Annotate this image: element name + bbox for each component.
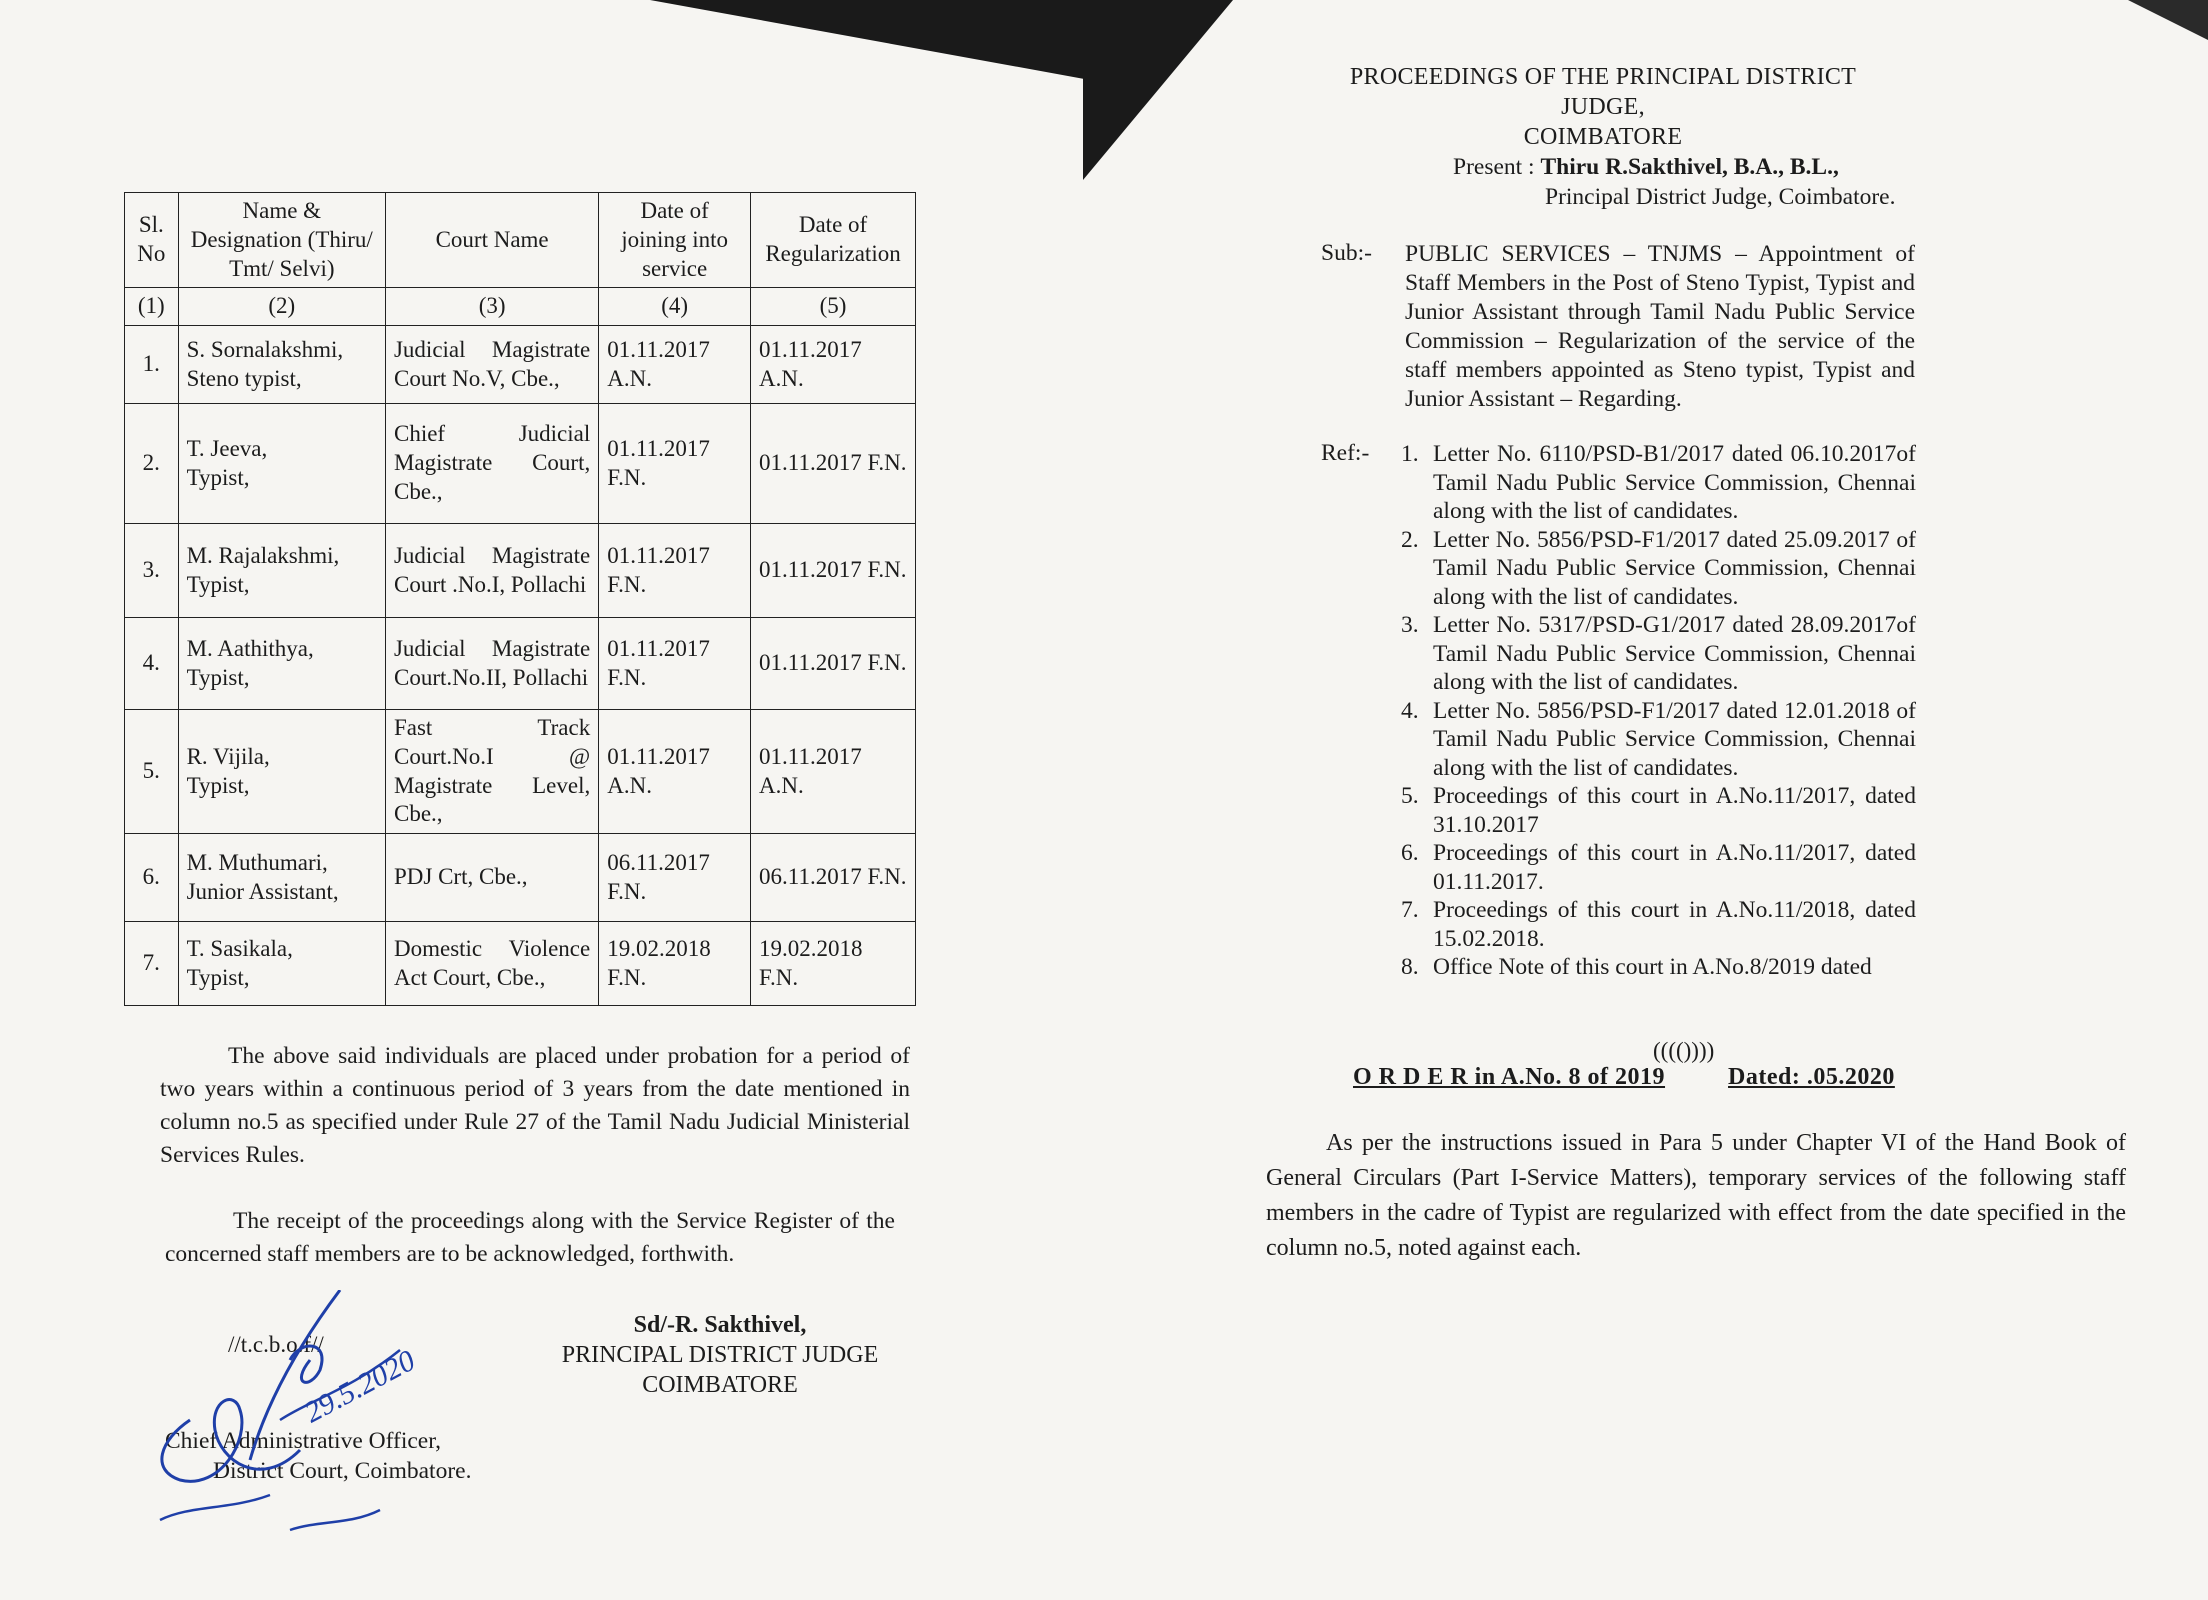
cell-joining: 01.11.2017 F.N. (599, 524, 751, 618)
handwritten-date: 29.5.2020 (299, 1343, 421, 1430)
list-item: 8. Office Note of this court in A.No.8/2019 dated (1401, 954, 1872, 980)
document-page-right (1083, 0, 2208, 1600)
present-name: Thiru R.Sakthivel, B.A., B.L., (1540, 154, 1839, 180)
cell-regularization: 01.11.2017 F.N. (751, 618, 916, 710)
present-label: Present : (1453, 154, 1535, 180)
present-designation: Principal District Judge, Coimbatore. (1545, 184, 1896, 210)
list-item: 4. Letter No. 5856/PSD-F1/2017 dated 12.01.2018 of Tamil Nadu Public Service Commission, Chennai along with the list of candidates. (1401, 697, 1916, 781)
staff-designation: Typist, (186, 772, 250, 798)
staff-name: M. Muthumari, (186, 849, 328, 875)
handwritten-signature (140, 1290, 440, 1550)
list-item: 6. Proceedings of this court in A.No.11/2017, dated 01.11.2017. (1401, 840, 1916, 895)
list-item: 7. Proceedings of this court in A.No.11/2018, dated 15.02.2018. (1401, 897, 1916, 952)
staff-regularization-table (124, 192, 916, 1006)
header-court-name: Court Name (385, 193, 598, 288)
order-date: Dated: .05.2020 (1728, 1064, 1895, 1090)
cell-joining: 01.11.2017 F.N. (599, 618, 751, 710)
cell-name (178, 922, 385, 1006)
present-block (1453, 152, 1895, 212)
column-number: (3) (385, 288, 598, 326)
cell-sl: 4. (125, 618, 179, 710)
title-line-1: PROCEEDINGS OF THE PRINCIPAL DISTRICT JUDGE, (1349, 64, 1857, 120)
cell-court: Judicial Magistrate Court No.V, Cbe., (385, 326, 598, 404)
page-corner-shadow (2128, 0, 2208, 40)
header-date-joining: Date of joining into service (599, 193, 751, 288)
subject-label: Sub:- (1321, 240, 1372, 266)
table-header-row (125, 193, 916, 288)
attestation-office: District Court, Coimbatore. (213, 1458, 472, 1484)
staff-designation: Junior Assistant, (186, 878, 339, 904)
header-name-designation: Name & Designation (Thiru/ Tmt/ Selvi) (178, 193, 385, 288)
cell-sl: 2. (125, 404, 179, 524)
receipt-paragraph: The receipt of the proceedings along with the Service Register of the concerned staff members are to be acknowledged, forthwith. (165, 1208, 895, 1267)
judge-signature-block (540, 1310, 900, 1400)
proceedings-title (1323, 62, 1883, 152)
cell-regularization: 01.11.2017 F.N. (751, 524, 916, 618)
cell-sl: 5. (125, 710, 179, 834)
column-number: (2) (178, 288, 385, 326)
staff-name: S. Sornalakshmi, (186, 336, 344, 362)
cell-joining: 01.11.2017 F.N. (599, 404, 751, 524)
cell-court: Domestic Violence Act Court, Cbe., (385, 922, 598, 1006)
staff-name: T. Sasikala, (186, 935, 293, 961)
cell-court: Judicial Magistrate Court .No.I, Pollachi (385, 524, 598, 618)
cell-joining: 06.11.2017 F.N. (599, 834, 751, 922)
table-row (125, 710, 916, 834)
table-row (125, 404, 916, 524)
cell-court: Chief Judicial Magistrate Court, Cbe., (385, 404, 598, 524)
page-corner-shadow (1083, 0, 1233, 180)
list-item: 1. Letter No. 6110/PSD-B1/2017 dated 06.10.2017of Tamil Nadu Public Service Commission, Chennai along with the list of candidates. (1401, 441, 1916, 524)
cell-court: Fast Track Court.No.I @ Magistrate Level, Cbe., (385, 710, 598, 834)
signature-designation: PRINCIPAL DISTRICT JUDGE (561, 1342, 879, 1368)
table-column-number-row (125, 288, 916, 326)
attestation-designation: Chief Administrative Officer, (165, 1428, 441, 1454)
cell-joining: 19.02.2018 F.N. (599, 922, 751, 1006)
title-line-2: COIMBATORE (1523, 124, 1683, 150)
staff-name: M. Rajalakshmi, (186, 542, 340, 568)
column-number: (4) (599, 288, 751, 326)
order-heading (1353, 1064, 1895, 1091)
page-corner-shadow (650, 0, 1085, 80)
staff-designation: Typist, (186, 464, 250, 490)
cell-name (178, 326, 385, 404)
probation-paragraph: The above said individuals are placed under probation for a period of two years within a continuous period of 3 years from the date mentioned in column no.5 as specified under Rule 27 of the Tamil Nadu Judicial Ministerial Services Rules. (160, 1043, 910, 1168)
cell-sl: 6. (125, 834, 179, 922)
cell-sl: 3. (125, 524, 179, 618)
staff-name: R. Vijila, (186, 743, 270, 769)
table-row (125, 524, 916, 618)
column-number: (1) (125, 288, 179, 326)
header-date-regularization: Date of Regularization (751, 193, 916, 288)
signature-place: COIMBATORE (642, 1372, 798, 1398)
cell-sl: 7. (125, 922, 179, 1006)
staff-designation: Steno typist, (186, 365, 302, 391)
reference-label: Ref:- (1321, 440, 1370, 466)
table-row (125, 326, 916, 404)
list-item: 5. Proceedings of this court in A.No.11/2017, dated 31.10.2017 (1401, 783, 1916, 838)
section-separator: (((()))) (1653, 1038, 1715, 1063)
cell-regularization: 01.11.2017 A.N. (751, 326, 916, 404)
cell-joining: 01.11.2017 A.N. (599, 326, 751, 404)
cell-name (178, 524, 385, 618)
order-number: O R D E R in A.No. 8 of 2019 (1353, 1064, 1666, 1090)
signature-name: Sd/-R. Sakthivel, (633, 1312, 807, 1338)
staff-name: M. Aathithya, (186, 635, 314, 661)
cell-name (178, 618, 385, 710)
order-body: As per the instructions issued in Para 5 under Chapter VI of the Hand Book of General Circulars (Part I-Service Matters), temporary services of the following staff members in the cadre of Typist are regularized with effect from the date specified in the column no.5, noted against each. (1266, 1130, 2126, 1261)
cell-regularization: 01.11.2017 F.N. (751, 404, 916, 524)
header-sl-no: Sl. No (125, 193, 179, 288)
cell-sl: 1. (125, 326, 179, 404)
staff-designation: Typist, (186, 964, 250, 990)
cell-name (178, 834, 385, 922)
reference-list (1401, 440, 1916, 982)
cell-regularization: 19.02.2018 F.N. (751, 922, 916, 1006)
true-copy-mark: //t.c.b.o.f// (228, 1332, 324, 1357)
subject-text: PUBLIC SERVICES – TNJMS – Appointment of Staff Members in the Post of Steno Typist, Typist and Junior Assistant through Tamil Nadu Public Service Commission – Regularization of the service of the staff members appointed as Steno typist, Typist and Junior Assistant – Regarding. (1405, 241, 1915, 412)
table-row (125, 834, 916, 922)
cell-joining: 01.11.2017 A.N. (599, 710, 751, 834)
cell-court: Judicial Magistrate Court.No.II, Pollachi (385, 618, 598, 710)
cell-regularization: 06.11.2017 F.N. (751, 834, 916, 922)
cell-court: PDJ Crt, Cbe., (385, 834, 598, 922)
list-item: 2. Letter No. 5856/PSD-F1/2017 dated 25.09.2017 of Tamil Nadu Public Service Commission, Chennai along with the list of candidates. (1401, 526, 1916, 610)
document-page-left (0, 0, 1085, 1600)
table-row (125, 922, 916, 1006)
column-number: (5) (751, 288, 916, 326)
list-item: 3. Letter No. 5317/PSD-G1/2017 dated 28.09.2017of Tamil Nadu Public Service Commission, Chennai along with the list of candidates. (1401, 612, 1916, 695)
staff-designation: Typist, (186, 571, 250, 597)
cell-name (178, 710, 385, 834)
cell-name (178, 404, 385, 524)
cell-regularization: 01.11.2017 A.N. (751, 710, 916, 834)
staff-designation: Typist, (186, 664, 250, 690)
staff-name: T. Jeeva, (186, 435, 268, 461)
table-row (125, 618, 916, 710)
